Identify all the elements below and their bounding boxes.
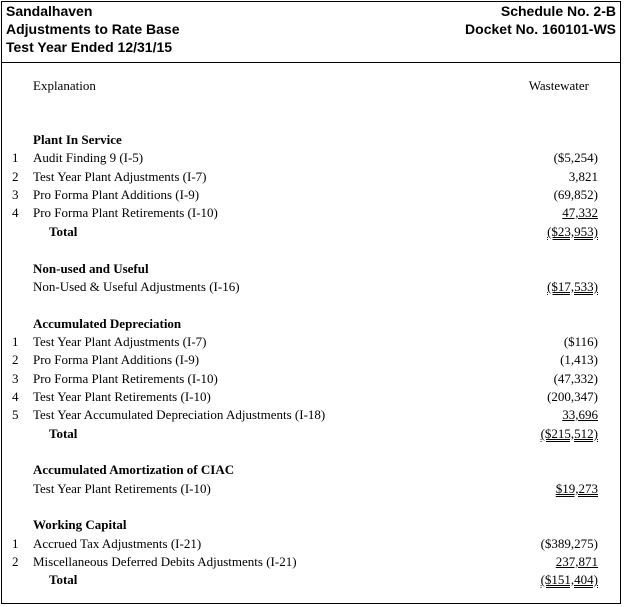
row-label: Audit Finding 9 (I-5): [33, 150, 144, 165]
total-row: [2, 224, 620, 242]
row-label: Pro Forma Plant Retirements (I-10): [33, 205, 218, 220]
row-value: 237,871: [555, 554, 598, 569]
row-value: $19,273: [555, 481, 598, 496]
table-row: [2, 371, 620, 389]
docket-number: Docket No. 160101-WS: [465, 21, 616, 37]
table-row: [2, 481, 620, 499]
row-value: ($5,254): [553, 150, 598, 165]
table-row: [2, 554, 620, 572]
row-label: Test Year Plant Adjustments (I-7): [33, 334, 207, 349]
total-value: ($215,512): [540, 426, 598, 441]
column-header-explanation: Explanation: [33, 78, 96, 93]
row-value: (1,413): [560, 352, 598, 367]
row-label: Accrued Tax Adjustments (I-21): [33, 536, 202, 551]
row-label: Test Year Plant Retirements (I-10): [33, 481, 211, 496]
row-value: 33,696: [562, 407, 598, 422]
row-number: 2: [12, 169, 19, 184]
schedule-title: Adjustments to Rate Base: [6, 21, 180, 37]
row-number: 3: [12, 371, 19, 386]
row-value: (69,852): [553, 187, 598, 202]
row-label: Pro Forma Plant Additions (I-9): [33, 352, 200, 367]
row-number: 4: [12, 205, 19, 220]
total-row: [2, 572, 620, 590]
total-row: [2, 426, 620, 444]
total-label: Total: [49, 224, 78, 239]
section-title-working-capital: Working Capital: [33, 517, 127, 532]
row-value: ($17,533): [547, 279, 598, 294]
row-number: 1: [12, 150, 19, 165]
section-title-plant-in-service: Plant In Service: [33, 132, 122, 147]
schedule-number: Schedule No. 2-B: [500, 3, 616, 19]
total-label: Total: [49, 572, 78, 587]
table-row: [2, 407, 620, 425]
row-number: 5: [12, 407, 19, 422]
row-number: 2: [12, 352, 19, 367]
company-name: Sandalhaven: [6, 3, 93, 19]
total-value: ($151,404): [540, 572, 598, 587]
row-label: Test Year Accumulated Depreciation Adjustments (I-18): [33, 407, 326, 422]
table-row: [2, 389, 620, 407]
table-row: [2, 169, 620, 187]
total-label: Total: [49, 426, 78, 441]
row-value: 3,821: [568, 169, 598, 184]
row-value: (200,347): [547, 389, 598, 404]
section-title-accumulated-amortization: Accumulated Amortization of CIAC: [33, 462, 235, 477]
schedule-sheet: [1, 1, 621, 604]
header-divider: [2, 62, 620, 63]
table-row: [2, 279, 620, 297]
row-value: ($389,275): [540, 536, 598, 551]
table-row: [2, 536, 620, 554]
total-value: ($23,953): [547, 224, 598, 239]
row-value: (47,332): [553, 371, 598, 386]
table-row: [2, 187, 620, 205]
row-number: 3: [12, 187, 19, 202]
test-year-period: Test Year Ended 12/31/15: [6, 39, 173, 55]
table-row: [2, 150, 620, 168]
row-number: 1: [12, 536, 19, 551]
row-number: 4: [12, 389, 19, 404]
table-row: [2, 352, 620, 370]
section-title-non-used: Non-used and Useful: [33, 261, 149, 276]
row-label: Miscellaneous Deferred Debits Adjustments (I-21): [33, 554, 297, 569]
row-label: Test Year Plant Retirements (I-10): [33, 389, 211, 404]
table-row: [2, 205, 620, 223]
column-header-wastewater: Wastewater: [528, 78, 589, 93]
row-value: ($116): [563, 334, 598, 349]
row-label: Pro Forma Plant Additions (I-9): [33, 187, 200, 202]
row-number: 2: [12, 554, 19, 569]
table-row: [2, 334, 620, 352]
row-value: 47,332: [562, 205, 598, 220]
row-label: Pro Forma Plant Retirements (I-10): [33, 371, 218, 386]
row-label: Non-Used & Useful Adjustments (I-16): [33, 279, 240, 294]
row-label: Test Year Plant Adjustments (I-7): [33, 169, 207, 184]
row-number: 1: [12, 334, 19, 349]
section-title-accumulated-depreciation: Accumulated Depreciation: [33, 316, 182, 331]
